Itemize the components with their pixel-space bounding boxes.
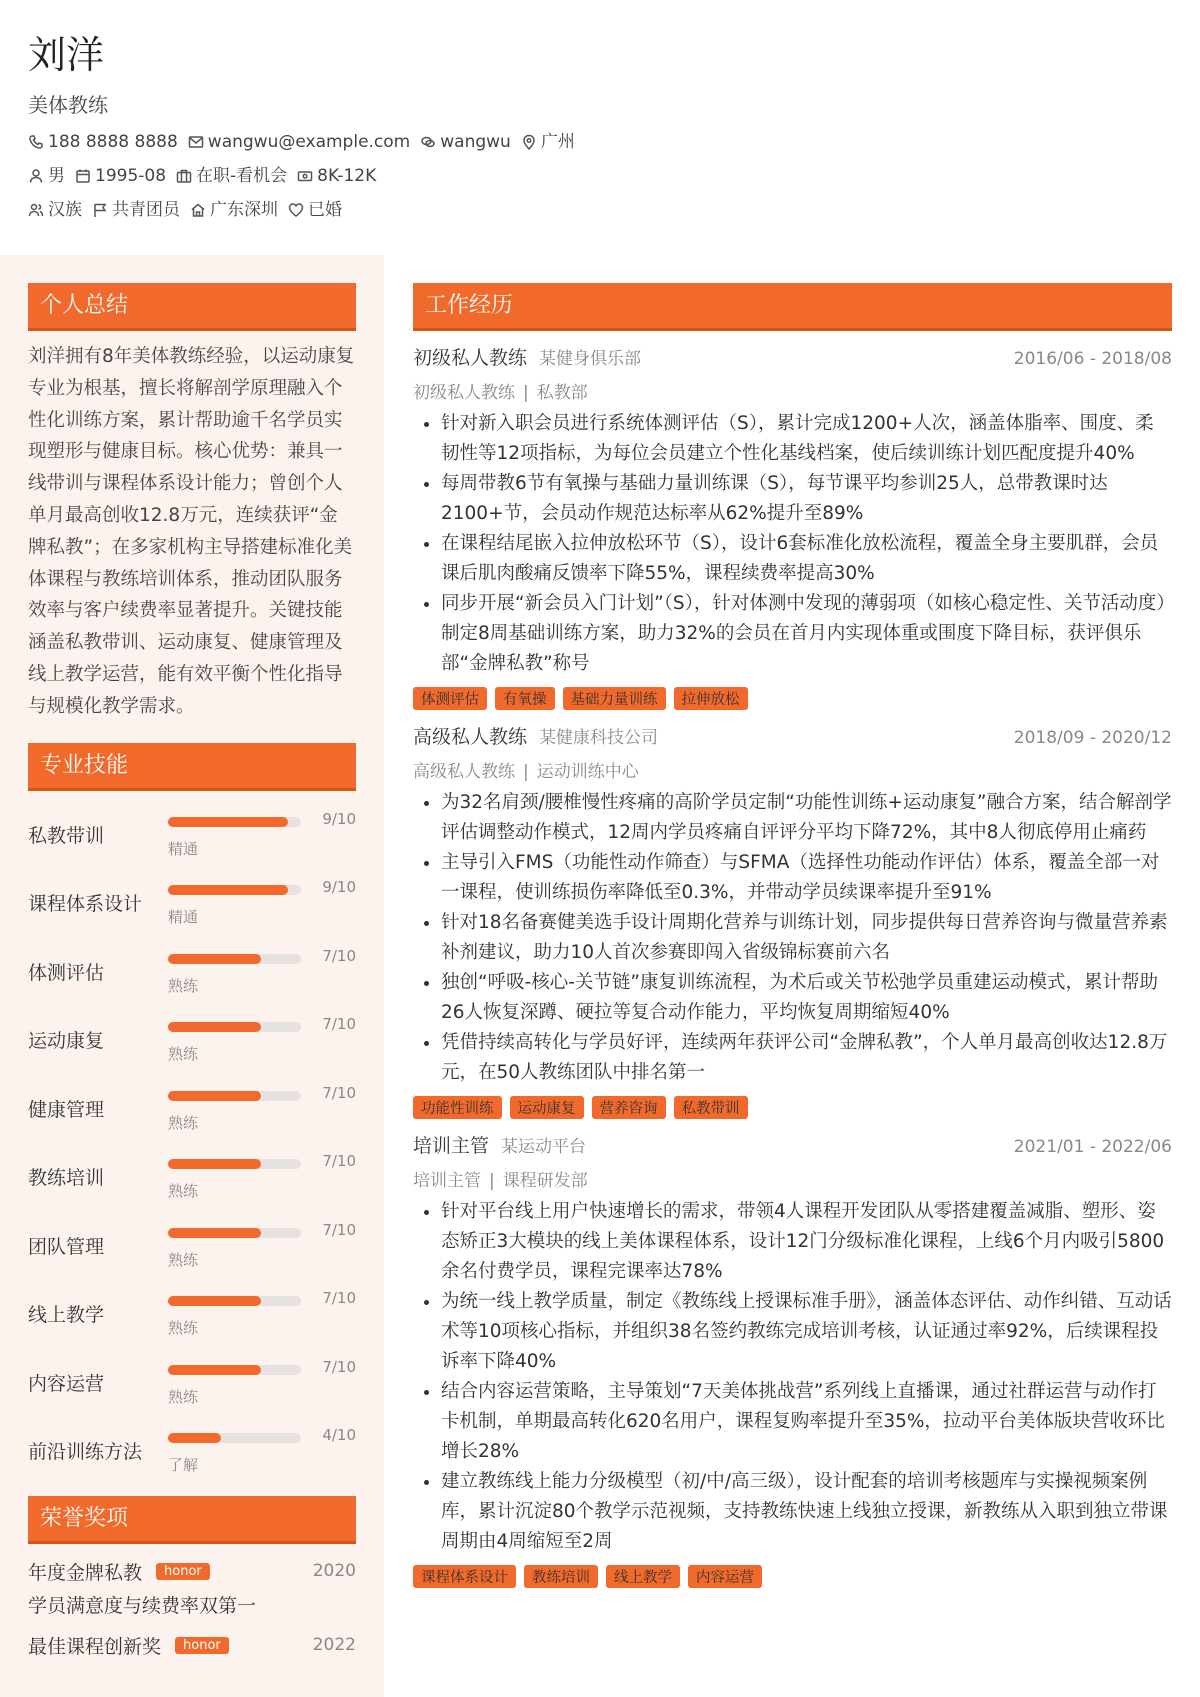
skill-score: 4/10: [322, 1426, 356, 1445]
job-bullet: • 独创“呼吸-核心-关节链”康复训练流程，为术后或关节松弛学员重建运动模式，累计帮助26人恢复深蹲、硬拉等复合动作能力，平均恢复周期缩短40%: [441, 968, 1172, 1028]
job-separator: |: [489, 1171, 495, 1191]
home-icon: [190, 202, 206, 218]
candidate-name: 刘洋: [28, 33, 105, 77]
skill-item: [28, 1079, 356, 1148]
job-title: 美体教练: [28, 93, 108, 117]
skill-tag: 私教带训: [674, 1096, 748, 1119]
skill-bar-fill: [168, 1091, 261, 1101]
job-dept: 课程研发部: [502, 1171, 588, 1191]
phone-item: [28, 132, 178, 152]
job-bullet: • 在课程结尾嵌入拉伸放松环节（S），设计6套标准化放松流程，覆盖全身主要肌群，会员课后肌肉酸痛反馈率下降55%，课程续费率提高30%: [441, 529, 1172, 589]
flag-icon: [92, 202, 108, 218]
honor-item: [28, 1632, 356, 1659]
skill-tag: 课程体系设计: [413, 1565, 516, 1588]
gender-item: [28, 166, 65, 186]
location-pin-icon: [521, 134, 537, 150]
heart-icon: [288, 202, 304, 218]
job-bullet: • 针对平台线上用户快速增长的需求，带领4人课程开发团队从零搭建覆盖减脂、塑形、姿态矫正3大模块的线上美体课程体系，设计12门分级标准化课程，上线6个月内吸引5800余名付费学员，课程完课率达78%: [441, 1197, 1172, 1287]
job-subline: [413, 757, 1172, 782]
honor-row: [28, 1558, 356, 1585]
summary-heading: 个人总结: [28, 283, 356, 331]
skill-tag: 体测评估: [413, 687, 487, 710]
job-tags: [413, 687, 1172, 710]
honor-title: 最佳课程创新奖: [28, 1635, 162, 1658]
skill-bar-fill: [168, 1296, 261, 1306]
skill-level: 了解: [168, 1456, 199, 1475]
skill-tag: 拉伸放松: [674, 687, 748, 710]
skill-item: [28, 1010, 356, 1079]
skill-item: [28, 1216, 356, 1285]
honors-heading: 荣誉奖项: [28, 1496, 356, 1544]
job-bullet: • 建立教练线上能力分级模型（初/中/高三级），设计配套的培训考核题库与实操视频案例库，累计沉淀80个教学示范视频，支持教练快速上线独立授课，新教练从入职到独立带课周期由4周缩短至2周: [441, 1467, 1172, 1557]
skill-bar: [168, 1159, 301, 1169]
job-header: [413, 722, 1172, 749]
job-bullet: • 为统一线上教学质量，制定《教练线上授课标准手册》，涵盖体态评估、动作纠错、互动话术等10项核心指标，并组织38名签约教练完成培训考核，认证通过率92%，后续课程投诉率下降40%: [441, 1287, 1172, 1377]
mail-icon: [188, 134, 204, 150]
job-separator: |: [523, 383, 529, 403]
job-bullets: [413, 1197, 1172, 1557]
honor-item: [28, 1558, 356, 1618]
gender-text: 男: [48, 166, 65, 186]
job-bullet: • 针对18名备赛健美选手设计周期化营养与训练计划，同步提供每日营养咨询与微量营养素补剂建议，助力10人首次参赛即闯入省级锦标赛前六名: [441, 908, 1172, 968]
work-heading: 工作经历: [413, 283, 1172, 331]
skill-bar-fill: [168, 1022, 261, 1032]
skill-level: 熟练: [168, 1387, 199, 1406]
job-position: 培训主管: [413, 1135, 490, 1157]
skill-item: [28, 942, 356, 1011]
job-separator: |: [523, 762, 529, 782]
skill-bar: [168, 1228, 301, 1238]
job-bullets: [413, 409, 1172, 679]
resume-header: [0, 0, 1200, 255]
salary-text: 8K-12K: [317, 166, 377, 186]
phone-text: 188 8888 8888: [48, 132, 178, 152]
skill-bar-fill: [168, 1365, 261, 1375]
job-bullet: • 同步开展“新会员入门计划”（S），针对体测中发现的薄弱项（如核心稳定性、关节活动度）制定8周基础训练方案，助力32%的会员在首月内实现体重或围度下降目标，获评俱乐部“金牌私教”称号: [441, 589, 1172, 679]
location-item: [521, 132, 575, 152]
job-entry: [413, 1131, 1172, 1588]
job-subline: [413, 378, 1172, 403]
skill-tag: 内容运营: [688, 1565, 762, 1588]
job-dept: 运动训练中心: [536, 762, 639, 782]
job-header: [413, 343, 1172, 370]
job-entry: [413, 722, 1172, 1119]
ethnicity-item: [28, 200, 82, 220]
extra-row: [28, 200, 1200, 220]
skill-bar: [168, 1365, 301, 1375]
skill-item: [28, 1147, 356, 1216]
job-date: 2018/09 - 2020/12: [1013, 728, 1172, 748]
job-date: 2021/01 - 2022/06: [1013, 1137, 1172, 1157]
skill-tag: 运动康复: [510, 1096, 584, 1119]
skill-score: 7/10: [322, 1015, 356, 1034]
skill-bar: [168, 954, 301, 964]
phone-icon: [28, 134, 44, 150]
honor-name: [28, 1558, 210, 1585]
skill-score: 7/10: [322, 1220, 356, 1239]
job-subline: [413, 1166, 1172, 1191]
honor-year: 2020: [312, 1561, 356, 1582]
money-icon: [297, 168, 313, 184]
job-header: [413, 1131, 1172, 1158]
skill-bar: [168, 817, 301, 827]
skill-bar: [168, 1296, 301, 1306]
job-entry: [413, 343, 1172, 710]
honor-desc: 学员满意度与续费率双第一: [28, 1594, 257, 1617]
jobs-list: [413, 343, 1172, 1588]
skill-bar: [168, 1433, 301, 1443]
politics-text: 共青团员: [112, 200, 180, 220]
skills-heading: 专业技能: [28, 743, 356, 791]
job-role: 高级私人教练: [413, 762, 515, 782]
skill-name: 健康管理: [28, 1098, 105, 1121]
job-company: 某健身俱乐部: [539, 349, 642, 369]
skill-score: 7/10: [322, 1152, 356, 1171]
skill-tag: 线上教学: [606, 1565, 680, 1588]
ethnicity-text: 汉族: [48, 200, 82, 220]
skill-name: 团队管理: [28, 1235, 105, 1258]
skills-list: [28, 805, 356, 1490]
skill-bar: [168, 1022, 301, 1032]
skill-bar: [168, 1091, 301, 1101]
skill-name: 前沿训练方法: [28, 1441, 143, 1464]
birth-item: [75, 166, 166, 186]
hometown-item: [190, 200, 278, 220]
calendar-icon: [75, 168, 91, 184]
skill-bar-fill: [168, 954, 261, 964]
email-item: [188, 132, 410, 152]
skill-level: 熟练: [168, 1045, 199, 1064]
user-icon: [28, 168, 44, 184]
skill-name: 课程体系设计: [28, 893, 143, 916]
honor-badge: honor: [156, 1563, 210, 1580]
skill-tag: 基础力量训练: [563, 687, 666, 710]
skill-item: [28, 873, 356, 942]
job-role: 初级私人教练: [413, 383, 515, 403]
skill-tag: 教练培训: [524, 1565, 598, 1588]
skill-score: 7/10: [322, 1357, 356, 1376]
skill-score: 7/10: [322, 1083, 356, 1102]
skill-item: [28, 805, 356, 874]
skill-score: 7/10: [322, 1289, 356, 1308]
skill-item: [28, 1353, 356, 1422]
wechat-icon: [420, 134, 436, 150]
job-bullet: • 主导引入FMS（功能性动作筛查）与SFMA（选择性功能动作评估）体系，覆盖全部一对一课程，使训练损伤率降低至0.3%，并带动学员续课率提升至91%: [441, 848, 1172, 908]
marital-text: 已婚: [308, 200, 342, 220]
salary-item: [297, 166, 376, 186]
honors-list: [28, 1558, 356, 1659]
honor-year: 2022: [312, 1635, 356, 1656]
job-bullet: • 针对新入职会员进行系统体测评估（S），累计完成1200+人次，涵盖体脂率、围度、柔韧性等12项指标，为每位会员建立个性化基线档案，使后续训练计划匹配度提升40%: [441, 409, 1172, 469]
honor-badge: honor: [175, 1637, 229, 1654]
skill-level: 精通: [168, 908, 199, 927]
skill-level: 熟练: [168, 1319, 199, 1338]
skill-name: 内容运营: [28, 1372, 105, 1395]
politics-item: [92, 200, 180, 220]
skill-level: 熟练: [168, 1113, 199, 1132]
birth-text: 1995-08: [95, 166, 167, 186]
skill-tag: 功能性训练: [413, 1096, 502, 1119]
skill-item: [28, 1421, 356, 1490]
skill-name: 私教带训: [28, 824, 105, 847]
job-title-group: [413, 343, 641, 370]
honor-title: 年度金牌私教: [28, 1561, 143, 1584]
skill-level: 熟练: [168, 1182, 199, 1201]
job-role: 培训主管: [413, 1171, 481, 1191]
users-icon: [28, 202, 44, 218]
skill-bar-fill: [168, 885, 288, 895]
job-position: 高级私人教练: [413, 726, 528, 748]
hometown-text: 广东深圳: [210, 200, 278, 220]
wechat-item: [420, 132, 511, 152]
skill-name: 运动康复: [28, 1030, 105, 1053]
honor-name: [28, 1632, 229, 1659]
left-column: [0, 255, 384, 1697]
job-bullet: • 结合内容运营策略，主导策划“7天美体挑战营”系列线上直播课，通过社群运营与动作打卡机制，单期最高转化620名用户，课程复购率提升至35%，拉动平台美体版块营收环比增长28%: [441, 1377, 1172, 1467]
honor-row: [28, 1632, 356, 1659]
skill-tag: 营养咨询: [592, 1096, 666, 1119]
skill-bar: [168, 885, 301, 895]
skill-bar-fill: [168, 1228, 261, 1238]
job-bullets: [413, 788, 1172, 1088]
job-bullet: • 凭借持续高转化与学员好评，连续两年获评公司“金牌私教”，个人单月最高创收达12.8万元，在50人教练团队中排名第一: [441, 1028, 1172, 1088]
job-bullet: • 每周带教6节有氧操与基础力量训练课（S），每节课平均参训25人，总带教课时达2100+节，会员动作规范达标率从62%提升至89%: [441, 469, 1172, 529]
contact-row: [28, 132, 1200, 152]
skill-level: 熟练: [168, 1250, 199, 1269]
skill-name: 教练培训: [28, 1167, 105, 1190]
summary-text: 刘洋拥有8年美体教练经验，以运动康复专业为根基，擅长将解剖学原理融入个性化训练方案，累计帮助逾千名学员实现塑形与健康目标。核心优势：兼具一线带训与课程体系设计能力；曾创个人单月最高创收12.8万元，连续获评“金牌私教”；在多家机构主导搭建标准化美体课程与教练培训体系，推动团队服务效率与客户续费率显著提升。关键技能涵盖私教带训、运动康复、健康管理及线上教学运营，能有效平衡个性化指导与规模化教学需求。: [28, 346, 355, 717]
skill-name: 体测评估: [28, 961, 105, 984]
skill-name: 线上教学: [28, 1304, 105, 1327]
skill-level: 精通: [168, 839, 199, 858]
job-title-group: [413, 1131, 586, 1158]
job-company: 某健康科技公司: [539, 728, 659, 748]
location-text: 广州: [540, 132, 575, 152]
job-dept: 私教部: [536, 383, 588, 403]
personal-row: [28, 166, 1200, 186]
job-title-group: [413, 722, 658, 749]
email-text: wangwu@example.com: [207, 132, 411, 152]
skill-tag: 有氧操: [495, 687, 555, 710]
skill-bar-fill: [168, 817, 288, 827]
skill-level: 熟练: [168, 976, 199, 995]
marital-item: [288, 200, 342, 220]
skill-score: 9/10: [322, 809, 356, 828]
job-bullet: • 为32名肩颈/腰椎慢性疼痛的高阶学员定制“功能性训练+运动康复”融合方案，结合解剖学评估调整动作模式，12周内学员疼痛自评评分平均下降72%，其中8人彻底停用止痛药: [441, 788, 1172, 848]
skill-score: 9/10: [322, 878, 356, 897]
job-tags: [413, 1565, 1172, 1588]
skill-bar-fill: [168, 1433, 221, 1443]
briefcase-icon: [176, 168, 192, 184]
wechat-text: wangwu: [440, 132, 511, 152]
status-item: [176, 166, 287, 186]
skill-bar-fill: [168, 1159, 261, 1169]
skill-score: 7/10: [322, 946, 356, 965]
status-text: 在职-看机会: [196, 166, 288, 186]
job-date: 2016/06 - 2018/08: [1013, 349, 1172, 369]
job-company: 某运动平台: [501, 1137, 587, 1157]
job-tags: [413, 1096, 1172, 1119]
right-column: [413, 255, 1172, 1588]
job-position: 初级私人教练: [413, 347, 528, 369]
skill-item: [28, 1284, 356, 1353]
